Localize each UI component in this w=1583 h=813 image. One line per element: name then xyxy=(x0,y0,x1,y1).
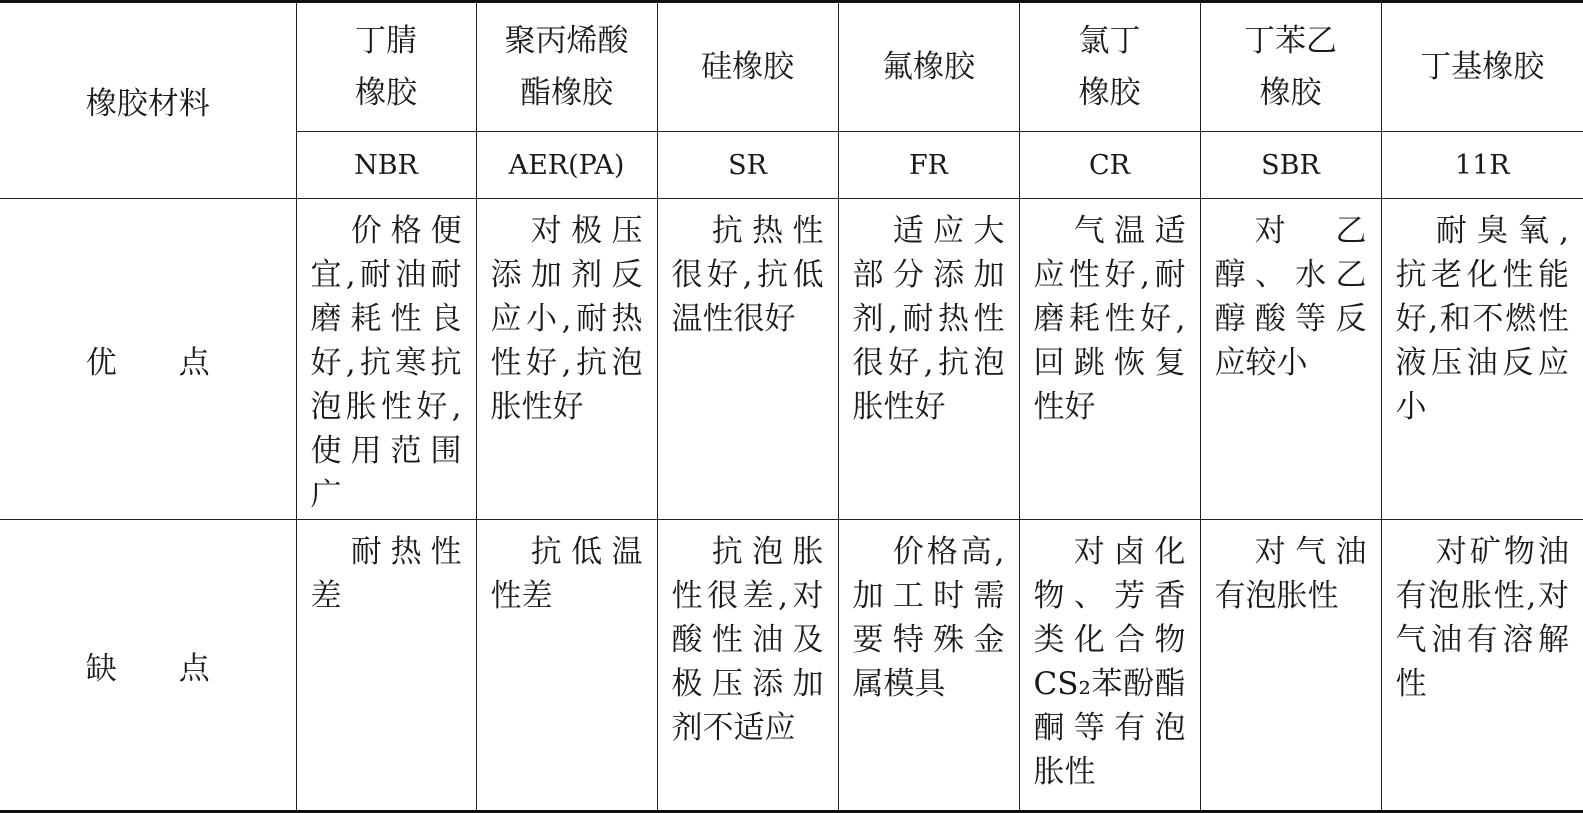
row-header-label xyxy=(0,2,296,199)
column-code: NBR xyxy=(296,132,476,199)
column-name: 氟橡胶 xyxy=(838,2,1019,132)
advantages-cell: 价格便宜,耐油耐磨耗性良好,抗寒抗泡胀性好,使用范围广 xyxy=(296,199,476,520)
column-code: CR xyxy=(1019,132,1200,199)
column-name: 硅橡胶 xyxy=(657,2,838,132)
advantages-cell: 对乙醇、水乙醇酸等反应较小 xyxy=(1200,199,1381,520)
advantages-cell: 耐臭氧,抗老化性能好,和不燃性液压油反应小 xyxy=(1381,199,1583,520)
disadvantages-cell: 对卤化物、芳香类化合物CS₂苯酚酯酮等有泡胀性 xyxy=(1019,520,1200,812)
advantages-cell: 对极压添加剂反应小,耐热性好,抗泡胀性好 xyxy=(476,199,657,520)
disadvantages-cell: 价格高,加工时需要特殊金属模具 xyxy=(838,520,1019,812)
disadvantages-label: 缺 点 xyxy=(0,520,296,812)
advantages-label: 优 点 xyxy=(0,199,296,520)
advantages-cell: 抗热性很好,抗低温性很好 xyxy=(657,199,838,520)
advantages-cell: 适应大部分添加剂,耐热性很好,抗泡胀性好 xyxy=(838,199,1019,520)
disadvantages-cell: 抗泡胀性很差,对酸性油及极压添加剂不适应 xyxy=(657,520,838,812)
column-code: 11R xyxy=(1381,132,1583,199)
disadvantages-cell: 对矿物油有泡胀性,对气油有溶解性 xyxy=(1381,520,1583,812)
column-name: 氯丁 橡胶 xyxy=(1019,2,1200,132)
column-name: 丁腈 橡胶 xyxy=(296,2,476,132)
column-code: FR xyxy=(838,132,1019,199)
column-name: 丁苯乙 橡胶 xyxy=(1200,2,1381,132)
column-code: AER(PA) xyxy=(476,132,657,199)
disadvantages-cell: 耐热性差 xyxy=(296,520,476,812)
advantages-row xyxy=(0,199,1583,520)
column-code: SBR xyxy=(1200,132,1381,199)
column-name: 聚丙烯酸 酯橡胶 xyxy=(476,2,657,132)
disadvantages-cell: 对气油有泡胀性 xyxy=(1200,520,1381,812)
disadvantages-row xyxy=(0,520,1583,812)
row-header-label-text: 橡胶材料 xyxy=(85,86,210,122)
column-code: SR xyxy=(657,132,838,199)
column-name: 丁基橡胶 xyxy=(1381,2,1583,132)
header-row-names xyxy=(0,2,1583,132)
disadvantages-cell: 抗低温性差 xyxy=(476,520,657,812)
advantages-cell: 气温适应性好,耐磨耗性好,回跳恢复性好 xyxy=(1019,199,1200,520)
